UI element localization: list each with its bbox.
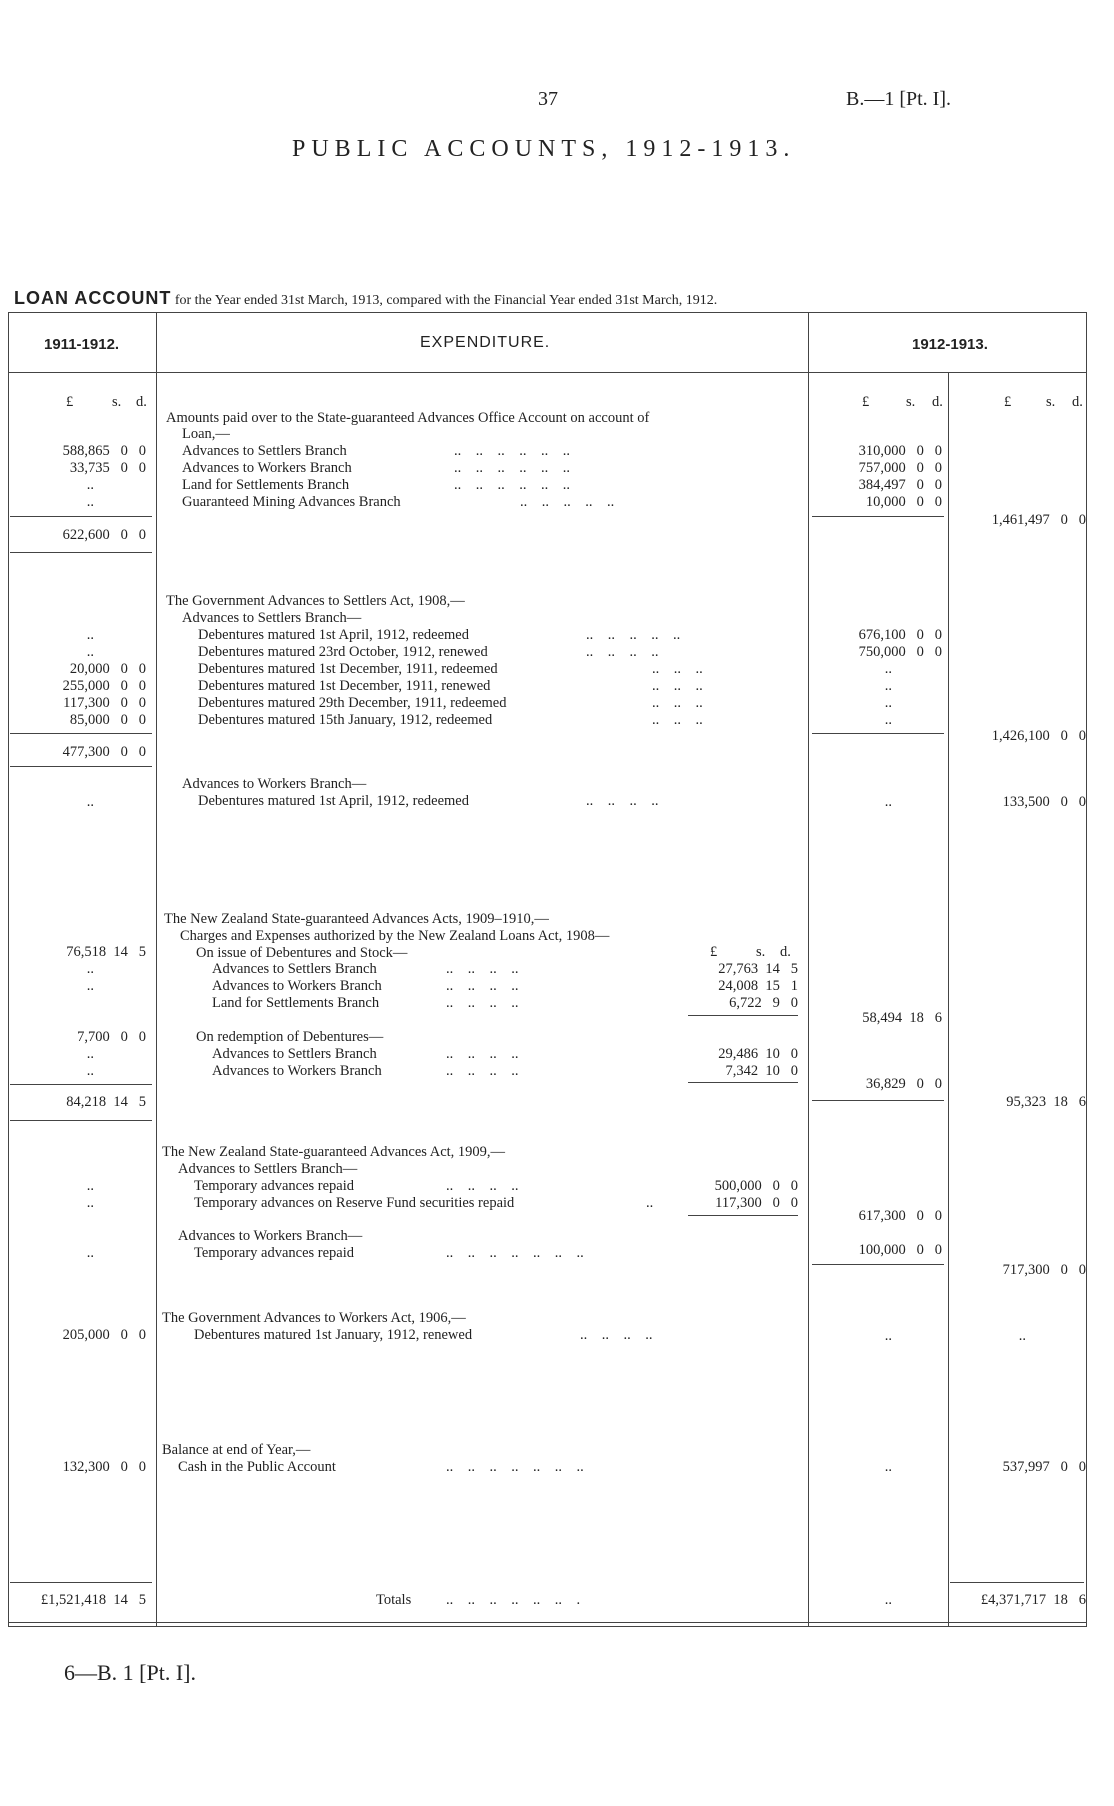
caption-rest: for the Year ended 31st March, 1913, compared with the Financial Year ended 31st March, 1912. [174, 293, 718, 308]
left-subtotal: 84,218 14 5 [66, 1094, 146, 1110]
section-header: The New Zealand State-guaranteed Advances Act, 1909,— [162, 1144, 506, 1160]
left-value: .. [86, 1063, 94, 1079]
line-item: Temporary advances repaid [194, 1245, 355, 1261]
sub-value: 7,342 10 0 [725, 1063, 798, 1079]
col-border-2 [808, 312, 809, 1626]
right-value: 133,500 0 0 [1002, 794, 1086, 810]
mid-value: .. [884, 661, 892, 677]
left-value: 205,000 0 0 [62, 1327, 146, 1343]
mid-rule [812, 733, 944, 734]
right-value: 537,997 0 0 [1002, 1459, 1086, 1475]
mid-value: .. [884, 1592, 892, 1608]
leader-dots: .. .. .. .. [446, 1178, 519, 1194]
leader-dots: .. [646, 1195, 654, 1211]
leader-dots: .. .. .. .. [580, 1327, 653, 1343]
subtotal-rule [10, 766, 152, 767]
leader-dots: .. .. .. [652, 695, 703, 711]
total-rule [10, 1582, 152, 1583]
sub-value: 27,763 14 5 [718, 961, 798, 977]
section-header: The New Zealand State-guaranteed Advances Acts, 1909–1910,— [164, 911, 549, 927]
line-item: Debentures matured 1st December, 1911, redeemed [198, 661, 498, 677]
line-item: Debentures matured 1st April, 1912, redeemed [198, 793, 469, 809]
sub-value: 6,722 9 0 [729, 995, 798, 1011]
mid-value: 384,497 0 0 [858, 477, 942, 493]
left-pence-label: d. [136, 394, 147, 410]
right-value: .. [1018, 1328, 1026, 1344]
leader-dots: .. .. .. .. .. .. .. [446, 1245, 584, 1261]
line-item: Advances to Workers Branch [212, 978, 382, 994]
subsection-header: Charges and Expenses authorized by the New Zealand Loans Act, 1908— [180, 928, 610, 944]
mid-shilling-label: s. [906, 394, 916, 410]
sub-rule [688, 1082, 798, 1083]
table-top-rule [8, 312, 1087, 313]
sub-shilling-label: s. [756, 944, 766, 960]
mid-value: .. [884, 695, 892, 711]
line-item: Advances to Settlers Branch [212, 961, 377, 977]
left-value: 85,000 0 0 [69, 712, 146, 728]
table-bottom-rule [8, 1622, 1087, 1623]
subtotal-rule [10, 733, 152, 734]
mid-value: 757,000 0 0 [858, 460, 942, 476]
leader-dots: .. .. .. .. [586, 644, 659, 660]
header-expenditure: EXPENDITURE. [420, 334, 551, 351]
left-value: .. [86, 961, 94, 977]
mid-value: .. [884, 794, 892, 810]
left-value: .. [86, 1245, 94, 1261]
page-title: PUBLIC ACCOUNTS, 1912-1913. [292, 136, 796, 162]
right-value: 95,323 18 6 [1006, 1094, 1086, 1110]
line-item: Temporary advances on Reserve Fund securities repaid [194, 1195, 515, 1211]
subtotal-rule [10, 1084, 152, 1085]
sub-rule [688, 1215, 798, 1216]
left-value: .. [86, 978, 94, 994]
line-item: Advances to Settlers Branch [212, 1046, 377, 1062]
mid-rule [812, 1100, 944, 1101]
section-header: Amounts paid over to the State-guaranteed Advances Office Account on account of [166, 410, 650, 426]
leader-dots: .. .. .. .. [446, 978, 519, 994]
sub-rule [688, 1015, 798, 1016]
left-pound-label: £ [66, 394, 74, 410]
mid-value: 310,000 0 0 [858, 443, 942, 459]
sub-value: 117,300 0 0 [715, 1195, 798, 1211]
right-total: £4,371,717 18 6 [980, 1592, 1086, 1608]
mid-value: 36,829 0 0 [865, 1076, 942, 1092]
line-item: Temporary advances repaid [194, 1178, 355, 1194]
left-value: .. [86, 477, 94, 493]
mid-value: 676,100 0 0 [858, 627, 942, 643]
mid-value: 100,000 0 0 [858, 1242, 942, 1258]
leader-dots: .. .. .. .. .. [586, 627, 681, 643]
leader-dots: .. .. .. [652, 678, 703, 694]
line-item: Guaranteed Mining Advances Branch [182, 494, 401, 510]
subtotal-rule [10, 552, 152, 553]
leader-dots: .. .. .. .. [446, 1063, 519, 1079]
left-value: .. [86, 1195, 94, 1211]
leader-dots: .. .. .. .. .. .. [454, 443, 570, 459]
subsection-header: Advances to Settlers Branch— [178, 1161, 358, 1177]
caption-bold: LOAN ACCOUNT [14, 288, 172, 308]
table-caption [14, 288, 717, 309]
line-item: Land for Settlements Branch [182, 477, 350, 493]
line-item: Debentures matured 1st January, 1912, renewed [194, 1327, 473, 1343]
subtotal-rule [10, 1120, 152, 1121]
subsection-header: On redemption of Debentures— [196, 1029, 384, 1045]
mid-value: 58,494 18 6 [862, 1010, 942, 1026]
left-value: .. [86, 494, 94, 510]
left-value: .. [86, 644, 94, 660]
left-shilling-label: s. [112, 394, 122, 410]
leader-dots: .. .. .. .. .. .. .. [446, 1459, 584, 1475]
left-value: .. [86, 794, 94, 810]
totals-label: Totals [376, 1592, 412, 1608]
header-1911-1912: 1911-1912. [44, 336, 120, 353]
mid-value: .. [884, 678, 892, 694]
right-pence-label: d. [1072, 394, 1083, 410]
right-shilling-label: s. [1046, 394, 1056, 410]
mid-rule [812, 516, 944, 517]
leader-dots: .. .. .. .. [446, 961, 519, 977]
leader-dots: .. .. .. .. .. .. [454, 460, 570, 476]
col-border-3 [948, 372, 949, 1626]
left-value: 20,000 0 0 [69, 661, 146, 677]
subsection-header: Advances to Settlers Branch— [182, 610, 362, 626]
line-item: Debentures matured 1st April, 1912, redeemed [198, 627, 469, 643]
line-item: Cash in the Public Account [178, 1459, 336, 1475]
leader-dots: .. .. .. [652, 661, 703, 677]
line-item: Advances to Settlers Branch [182, 443, 347, 459]
left-subtotal: 622,600 0 0 [62, 527, 146, 543]
line-item: Debentures matured 23rd October, 1912, renewed [198, 644, 488, 660]
sub-value: 29,486 10 0 [718, 1046, 798, 1062]
line-item: Debentures matured 15th January, 1912, redeemed [198, 712, 493, 728]
left-value: .. [86, 627, 94, 643]
mid-value: 750,000 0 0 [858, 644, 942, 660]
left-subtotal: 477,300 0 0 [62, 744, 146, 760]
subsection-header: Advances to Workers Branch— [182, 776, 367, 792]
line-item: Advances to Workers Branch [182, 460, 352, 476]
mid-value: 10,000 0 0 [865, 494, 942, 510]
header-rule [8, 372, 1087, 373]
mid-value: .. [884, 712, 892, 728]
left-value: 7,700 0 0 [77, 1029, 146, 1045]
left-value: 117,300 0 0 [63, 695, 146, 711]
leader-dots: .. .. .. .. [446, 995, 519, 1011]
left-total: £1,521,418 14 5 [40, 1592, 146, 1608]
left-value: 33,735 0 0 [69, 460, 146, 476]
right-value: 1,461,497 0 0 [991, 512, 1086, 528]
footer-signature: 6—B. 1 [Pt. I]. [64, 1660, 196, 1685]
leader-dots: .. .. .. .. .. .. . [446, 1592, 581, 1608]
leader-dots: .. .. .. .. .. [520, 494, 615, 510]
right-value: 717,300 0 0 [1002, 1262, 1086, 1278]
sub-pence-label: d. [780, 944, 791, 960]
mid-pence-label: d. [932, 394, 943, 410]
leader-dots: .. .. .. [652, 712, 703, 728]
section-header-cont: Loan,— [182, 426, 230, 442]
leader-dots: .. .. .. .. .. .. [454, 477, 570, 493]
leader-dots: .. .. .. .. [586, 793, 659, 809]
page-number: 37 [538, 88, 558, 110]
sub-value: 500,000 0 0 [714, 1178, 798, 1194]
left-value: 255,000 0 0 [62, 678, 146, 694]
total-rule [950, 1582, 1084, 1583]
left-value: 132,300 0 0 [62, 1459, 146, 1475]
line-item: Debentures matured 29th December, 1911, redeemed [198, 695, 507, 711]
left-value: .. [86, 1046, 94, 1062]
subsection-header: Advances to Workers Branch— [178, 1228, 363, 1244]
line-item: Debentures matured 1st December, 1911, renewed [198, 678, 491, 694]
sub-value: 24,008 15 1 [718, 978, 798, 994]
section-header: The Government Advances to Settlers Act, 1908,— [166, 593, 465, 609]
mid-rule [812, 1264, 944, 1265]
left-value: 76,518 14 5 [66, 944, 146, 960]
mid-pound-label: £ [862, 394, 870, 410]
section-header: The Government Advances to Workers Act, 1906,— [162, 1310, 466, 1326]
table-bottom-rule-2 [8, 1626, 1087, 1627]
leader-dots: .. .. .. .. [446, 1046, 519, 1062]
right-value: 1,426,100 0 0 [991, 728, 1086, 744]
section-header: Balance at end of Year,— [162, 1442, 311, 1458]
subtotal-rule [10, 516, 152, 517]
mid-value: .. [884, 1459, 892, 1475]
document-reference: B.—1 [Pt. I]. [846, 88, 951, 110]
left-value: .. [86, 1178, 94, 1194]
right-pound-label: £ [1004, 394, 1012, 410]
sub-pound-label: £ [710, 944, 718, 960]
col-border-right [1086, 312, 1087, 1626]
line-item: Land for Settlements Branch [212, 995, 380, 1011]
mid-value: 617,300 0 0 [858, 1208, 942, 1224]
left-value: 588,865 0 0 [62, 443, 146, 459]
line-item: Advances to Workers Branch [212, 1063, 382, 1079]
col-border-left [8, 312, 9, 1626]
header-1912-1913: 1912-1913. [912, 336, 988, 353]
col-border-1 [156, 312, 157, 1626]
mid-value: .. [884, 1328, 892, 1344]
subsection-header: On issue of Debentures and Stock— [196, 945, 408, 961]
